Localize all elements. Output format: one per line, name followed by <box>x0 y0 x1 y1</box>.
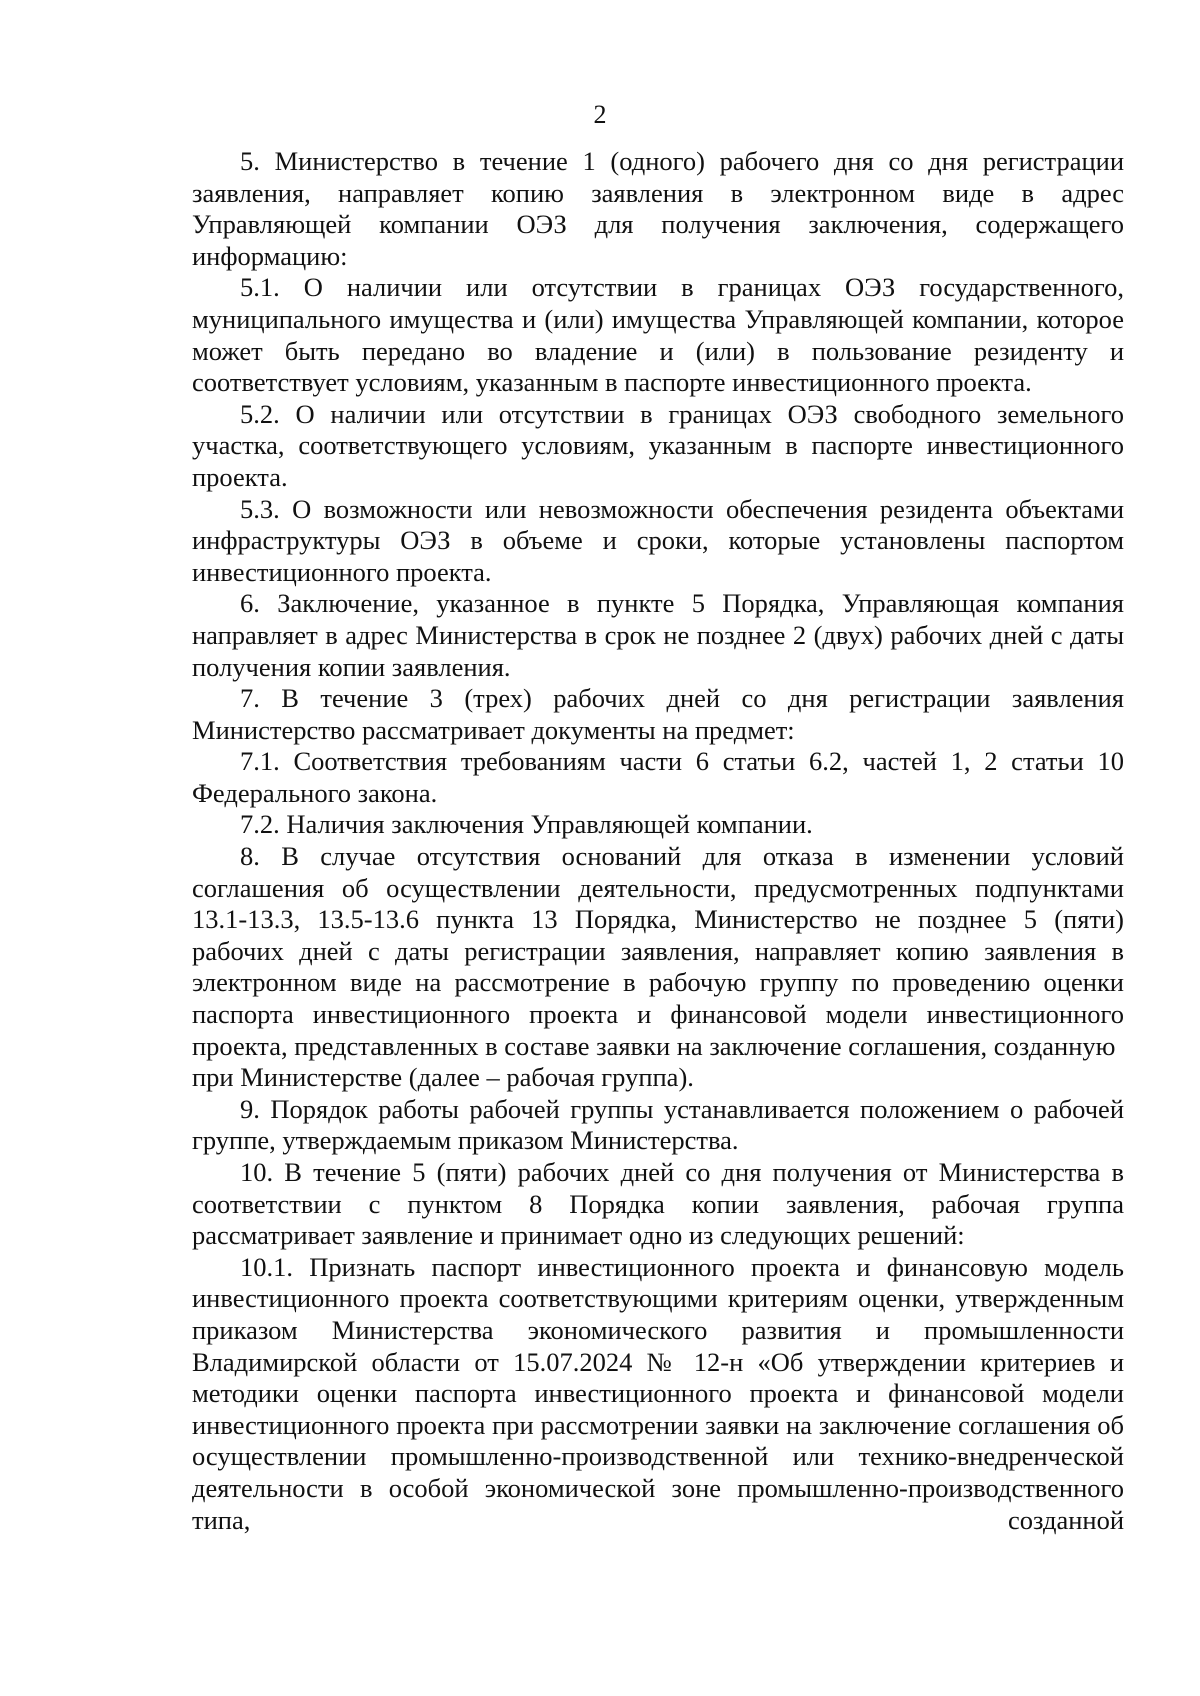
paragraph-7-1: 7.1. Соответствия требованиям части 6 статьи 6.2, частей 1, 2 статьи 10 Федерального закона. <box>192 746 1124 808</box>
paragraph-5-1: 5.1. О наличии или отсутствии в границах ОЭЗ государственного, муниципального имущества и (или) имущества Управляющей компании, которое может быть передано во владение и (или) в пользование резиденту и соответствует условиям, указанным в паспорте инвестиционного проекта. <box>192 272 1124 398</box>
paragraph-8-continuation: при Министерстве (далее – рабочая группа). <box>192 1062 694 1093</box>
document-body <box>192 146 1124 1536</box>
paragraph-10: 10. В течение 5 (пяти) рабочих дней со дня получения от Министерства в соответствии с пунктом 8 Порядка копии заявления, рабочая группа рассматривает заявление и принимает одно из следующих решений: <box>192 1157 1124 1251</box>
paragraph-5-2: 5.2. О наличии или отсутствии в границах ОЭЗ свободного земельного участка, соответствующего условиям, указанным в паспорте инвестиционного проекта. <box>192 398 1124 492</box>
paragraph-5: 5. Министерство в течение 1 (одного) рабочего дня со дня регистрации заявления, направляет копию заявления в электронном виде в адрес Управляющей компании ОЭЗ для получения заключения, содержащего информацию: <box>192 146 1124 271</box>
paragraph-6: 6. Заключение, указанное в пункте 5 Порядка, Управляющая компания направляет в адрес Министерства в срок не позднее 2 (двух) рабочих дней с даты получения копии заявления. <box>192 588 1124 682</box>
paragraph-9: 9. Порядок работы рабочей группы устанавливается положением о рабочей группе, утверждаемым приказом Министерства. <box>192 1093 1124 1156</box>
paragraph-7: 7. В течение 3 (трех) рабочих дней со дня регистрации заявления Министерство рассматривает документы на предмет: <box>192 683 1124 745</box>
paragraph-8: 8. В случае отсутствия оснований для отказа в изменении условий соглашения об осуществлении деятельности, предусмотренных подпунктами 13.1-13.3, 13.5-13.6 пункта 13 Порядка, Министерство не позднее 5 (пяти) рабочих дней с даты регистрации заявления, направляет копию заявления в электронном виде на рассмотрение в рабочую группу по проведению оценки паспорта инвестиционного проекта и финансовой модели инвестиционного проекта, представленных в составе заявки на заключение соглашения, созданную <box>192 841 1124 1061</box>
paragraph-5-3: 5.3. О возможности или невозможности обеспечения резидента объектами инфраструктуры ОЭЗ в объеме и сроки, которые установлены паспортом инвестиционного проекта. <box>192 493 1124 587</box>
paragraph-10-1: 10.1. Признать паспорт инвестиционного проекта и финансовую модель инвестиционного проекта соответствующими критериям оценки, утвержденным приказом Министерства экономического развития и промышленности Владимирской области от 15.07.2024 № 12-н «Об утверждении критериев и методики оценки паспорта инвестиционного проекта и финансовой модели инвестиционного проекта при рассмотрении заявки на заключение соглашения об осуществлении промышленно-производственной или технико-внедренческой деятельности в особой экономической зоне промышленно-производственного типа, созданной <box>192 1251 1124 1535</box>
page-number: 2 <box>593 100 607 129</box>
paragraph-7-2: 7.2. Наличия заключения Управляющей компании. <box>240 809 813 840</box>
